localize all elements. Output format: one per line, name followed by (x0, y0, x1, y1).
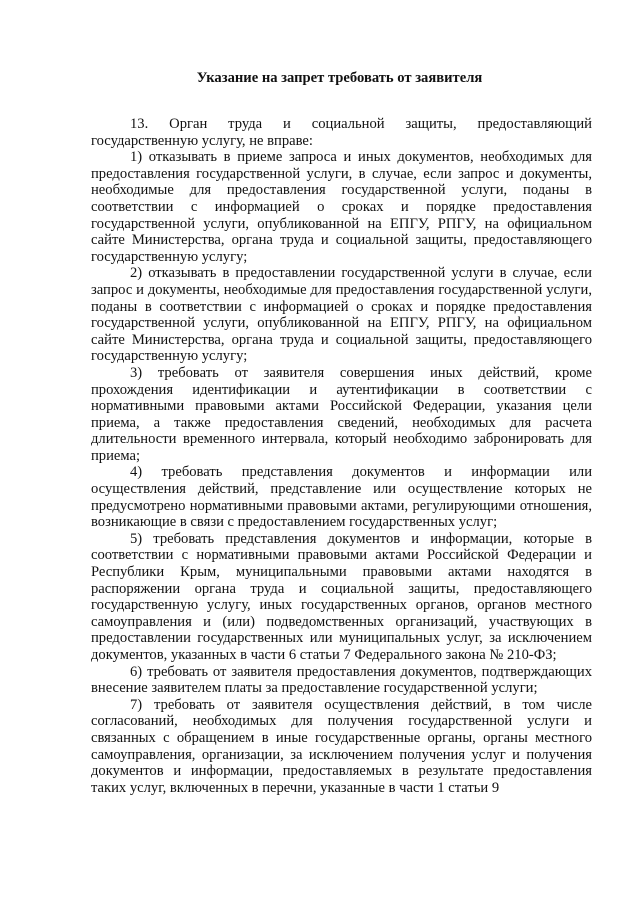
document-body (91, 116, 592, 796)
list-item-3: 3) требовать от заявителя совершения иных действий, кроме прохождения идентификации и аутентификации в соответствии с нормативными правовыми актами Российской Федерации, указания цели приема, а также предоставления сведений, необходимых для расчета длительности временного интервала, который необходимо забронировать для приема; (91, 364, 592, 464)
list-item-7: 7) требовать от заявителя осуществления действий, в том числе согласований, необходимых для получения государственной услуги и связанных с обращением в иные государственные органы, органы местного самоуправления, организации, за исключением получения услуг и получения документов и информации, предоставляемых в результате предоставления таких услуг, включенных в перечни, указанные в части 1 статьи 9 (91, 696, 592, 796)
list-item-1: 1) отказывать в приеме запроса и иных документов, необходимых для предоставления государственной услуги, в случае, если запрос и документы, необходимые для предоставления государственной услуги, поданы в соответствии с информацией о сроках и порядке предоставления государственной услуги, опубликованной на ЕПГУ, РПГУ, на официальном сайте Министерства, органа труда и социальной защиты, предоставляющего государственную услугу; (91, 149, 592, 265)
list-item-5: 5) требовать представления документов и информации, которые в соответствии с нормативными правовыми актами Российской Федерации и Республики Крым, муниципальными правовыми актами находятся в распоряжении органа труда и социальной защиты, предоставляющего государственную услугу, иных государственных органов, органов местного самоуправления и (или) подведомственных организаций, участвующих в предоставлении государственных или муниципальных услуг, за исключением документов, указанных в части 6 статьи 7 Федерального закона № 210-ФЗ; (91, 530, 592, 663)
list-item-2: 2) отказывать в предоставлении государственной услуги в случае, если запрос и документы, необходимые для предоставления государственной услуги, поданы в соответствии с информацией о сроках и порядке предоставления государственной услуги, опубликованной на ЕПГУ, РПГУ, на официальном сайте Министерства, органа труда и социальной защиты, предоставляющего государственную услугу; (91, 265, 592, 365)
paragraph-13-intro: 13. Орган труда и социальной защиты, предоставляющий государственную услугу, не вправе: (91, 116, 592, 149)
list-item-6: 6) требовать от заявителя предоставления документов, подтверждающих внесение заявителем платы за предоставление государственной услуги; (91, 663, 592, 697)
section-heading: Указание на запрет требовать от заявителя (196, 70, 483, 86)
list-item-4: 4) требовать представления документов и информации или осуществления действий, представление или осуществление которых не предусмотрено нормативными правовыми актами, регулирующими отношения, возникающие в связи с предоставлением государственных услуг; (91, 464, 592, 531)
